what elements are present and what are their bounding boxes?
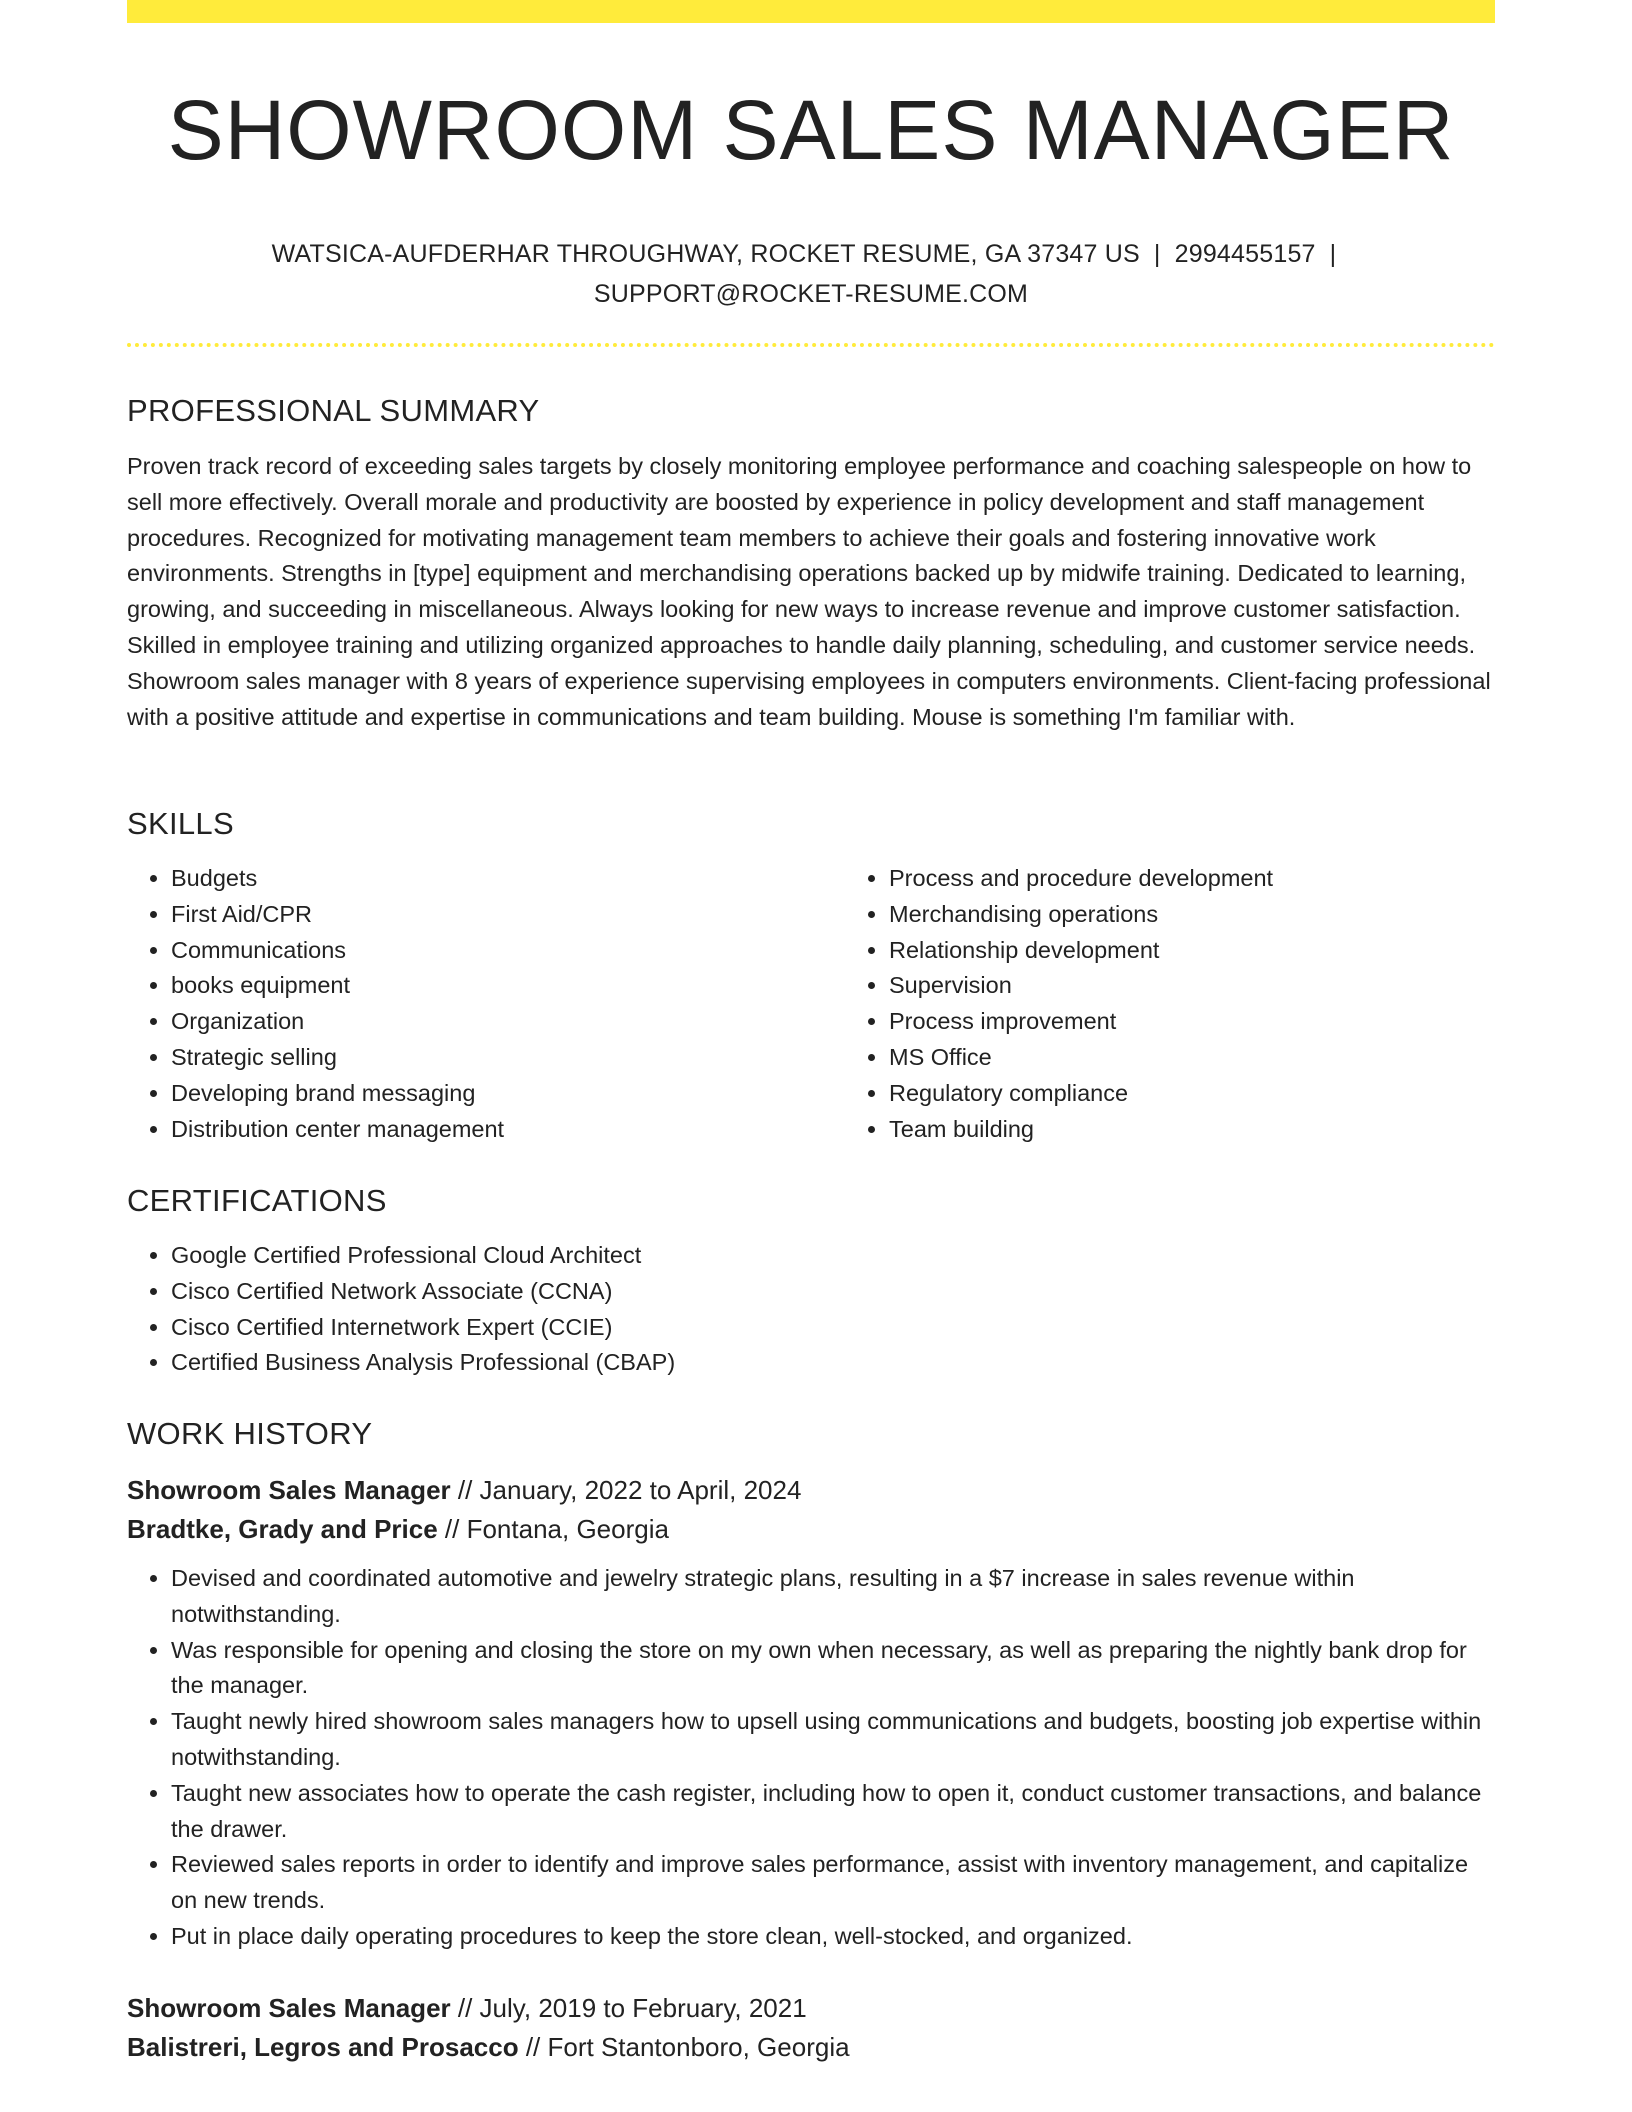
job-dates: // July, 2019 to February, 2021: [457, 1992, 807, 2023]
certifications-section: [127, 1181, 1495, 1381]
list-item: • Distribution center management: [171, 1112, 845, 1148]
job-location: // Fontana, Georgia: [444, 1514, 669, 1544]
list-item: • Team building: [889, 1112, 1563, 1148]
list-item: • Google Certified Professional Cloud Architect: [171, 1238, 1495, 1274]
contact-line-2: [127, 274, 1495, 314]
list-item: • Cisco Certified Internetwork Expert (CCIE): [171, 1310, 1495, 1346]
job-entry: [127, 1989, 1495, 2067]
job-duties-list: [127, 1561, 1495, 1955]
list-item: • Cisco Certified Network Associate (CCNA): [171, 1274, 1495, 1310]
job-company: Balistreri, Legros and Prosacco: [127, 2031, 519, 2062]
job-location: // Fort Stantonboro, Georgia: [525, 2031, 850, 2062]
skills-list-left: [127, 861, 845, 1147]
list-item: • Devised and coordinated automotive and jewelry strategic plans, resulting in a $7 increase in sales revenue within notwithstanding.: [171, 1561, 1495, 1633]
list-item: • Certified Business Analysis Professional (CBAP): [171, 1345, 1495, 1381]
list-item: • Budgets: [171, 861, 845, 897]
contact-info: [127, 234, 1495, 314]
list-item: • Developing brand messaging: [171, 1076, 845, 1112]
job-title-line: [127, 1989, 1495, 2028]
contact-separator: |: [1153, 240, 1161, 268]
list-item: • Regulatory compliance: [889, 1076, 1563, 1112]
work-history-heading: WORK HISTORY: [127, 1416, 373, 1451]
list-item: • Organization: [171, 1004, 845, 1040]
skills-list-right: [845, 861, 1563, 1147]
list-item: • Taught newly hired showroom sales managers how to upsell using communications and budgets, boosting job expertise within notwithstanding.: [171, 1704, 1495, 1776]
summary-heading: PROFESSIONAL SUMMARY: [127, 393, 540, 428]
contact-line-1: [127, 234, 1495, 274]
skills-heading: SKILLS: [127, 806, 234, 841]
summary-section: [127, 391, 1495, 735]
list-item: • Was responsible for opening and closing the store on my own when necessary, as well as preparing the nightly bank drop for the manager.: [171, 1633, 1495, 1705]
list-item: • Process and procedure development: [889, 861, 1563, 897]
list-item: • Communications: [171, 933, 845, 969]
skills-columns: [127, 861, 1495, 1147]
list-item: • Reviewed sales reports in order to identify and improve sales performance, assist with inventory management, and capitalize on new trends.: [171, 1847, 1495, 1919]
contact-address: WATSICA-AUFDERHAR THROUGHWAY, ROCKET RESUME, GA 37347 US: [271, 240, 1140, 268]
job-company-line: [127, 1510, 1495, 1549]
job-entry: [127, 1471, 1495, 1955]
list-item: • Process improvement: [889, 1004, 1563, 1040]
list-item: • MS Office: [889, 1040, 1563, 1076]
skills-section: [127, 804, 1495, 1147]
job-dates: // January, 2022 to April, 2024: [457, 1475, 802, 1505]
job-title: Showroom Sales Manager: [127, 1992, 451, 2023]
certifications-list: [127, 1238, 1495, 1381]
summary-text: Proven track record of exceeding sales targets by closely monitoring employee performance and coaching salespeople on how to sell more effectively. Overall morale and productivity are boosted by experience in policy development and staff management procedures. Recognized for motivating management team members to achieve their goals and fostering innovative work environments. Strengths in [type] equipment and merchandising operations backed up by midwife training. Dedicated to learning, growing, and succeeding in miscellaneous. Always looking for new ways to increase revenue and improve customer satisfaction. Skilled in employee training and utilizing organized approaches to handle daily planning, scheduling, and customer service needs. Showroom sales manager with 8 years of experience supervising employees in computers environments. Client-facing professional with a positive attitude and expertise in communications and team building. Mouse is something I'm familiar with.: [127, 453, 1491, 730]
list-item: • Merchandising operations: [889, 897, 1563, 933]
certifications-heading: CERTIFICATIONS: [127, 1183, 387, 1218]
list-item: • Relationship development: [889, 933, 1563, 969]
header-divider: [127, 343, 1495, 347]
list-item: • Supervision: [889, 968, 1563, 1004]
page-title: SHOWROOM SALES MANAGER: [167, 83, 1455, 177]
job-title: Showroom Sales Manager: [127, 1475, 451, 1505]
contact-phone: 2994455157: [1174, 240, 1316, 268]
job-company: Bradtke, Grady and Price: [127, 1514, 438, 1544]
work-history-section: [127, 1414, 1495, 2067]
job-title-line: [127, 1471, 1495, 1510]
list-item: • books equipment: [171, 968, 845, 1004]
contact-separator: |: [1329, 240, 1337, 268]
job-company-line: [127, 2028, 1495, 2067]
list-item: • Strategic selling: [171, 1040, 845, 1076]
list-item: • Put in place daily operating procedures to keep the store clean, well-stocked, and organized.: [171, 1919, 1495, 1955]
list-item: • Taught new associates how to operate the cash register, including how to open it, conduct customer transactions, and balance the drawer.: [171, 1776, 1495, 1848]
top-accent-bar: [127, 0, 1495, 23]
contact-email: SUPPORT@ROCKET-RESUME.COM: [593, 280, 1029, 308]
list-item: • First Aid/CPR: [171, 897, 845, 933]
